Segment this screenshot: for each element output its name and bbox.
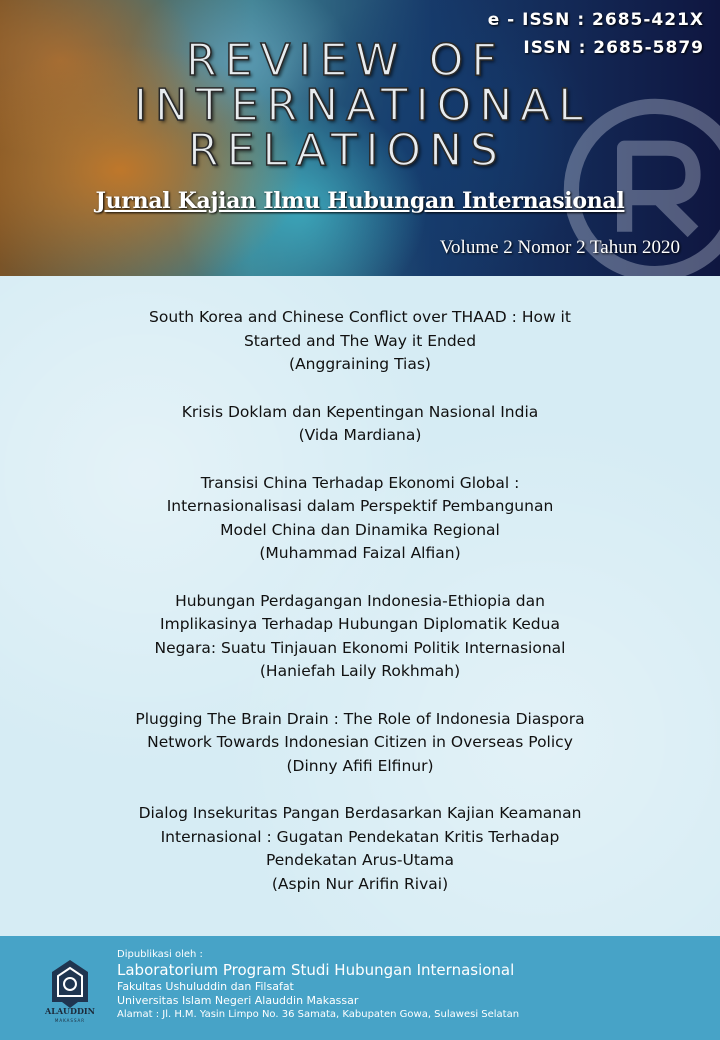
article-author: (Vida Mardiana): [298, 426, 422, 444]
publisher-lab: Laboratorium Program Studi Hubungan Internasional: [117, 961, 515, 979]
article-title-line: Started and The Way it Ended: [243, 331, 477, 350]
p-issn: ISSN : 2685-5879: [523, 38, 704, 58]
university-logo-subtext: MAKASSAR: [54, 1018, 86, 1023]
article-entry: [0, 472, 720, 566]
volume-info: Volume 2 Nomor 2 Tahun 2020: [439, 237, 680, 258]
article-title-line: Negara: Suatu Tinjauan Ekonomi Politik Internasional: [154, 638, 566, 657]
publisher-info: [117, 948, 519, 1022]
article-title-line: Transisi China Terhadap Ekonomi Global :: [200, 473, 520, 492]
article-title-line: South Korea and Chinese Conflict over THAAD : How it: [149, 308, 571, 326]
article-title-line: Dialog Insekuritas Pangan Berdasarkan Kajian Keamanan: [138, 804, 582, 822]
article-title-line: Plugging The Brain Drain : The Role of Indonesia Diaspora: [135, 709, 585, 728]
cover-banner: [0, 0, 720, 276]
article-title-line: Hubungan Perdagangan Indonesia-Ethiopia dan: [175, 591, 545, 610]
article-entry: [0, 306, 720, 377]
publisher-university: Universitas Islam Negeri Alauddin Makassar: [117, 994, 359, 1007]
table-of-contents: [0, 276, 720, 936]
article-author: (Muhammad Faizal Alfian): [259, 544, 461, 562]
article-author: (Dinny Afifi Elfinur): [286, 756, 434, 775]
journal-subtitle: Jurnal Kajian Ilmu Hubungan Internasional: [95, 188, 625, 214]
publisher-address: Alamat : Jl. H.M. Yasin Limpo No. 36 Samata, Kabupaten Gowa, Sulawesi Selatan: [117, 1009, 520, 1020]
article-list: [0, 306, 720, 920]
university-logo-text: ALAUDDIN: [45, 1006, 95, 1016]
article-author: (Aspin Nur Arifin Rivai): [271, 874, 449, 893]
published-by-label: Dipublikasi oleh :: [117, 949, 203, 960]
article-title-line: Pendekatan Arus-Utama: [265, 851, 455, 869]
article-entry: [0, 708, 720, 779]
publisher-footer: [0, 936, 720, 1040]
journal-title-line-3: RELATIONS: [188, 125, 506, 176]
article-title-line: Network Towards Indonesian Citizen in Overseas Policy: [147, 733, 573, 751]
article-entry: [0, 590, 720, 684]
journal-title-line-2: INTERNATIONAL: [134, 80, 591, 131]
article-author: (Haniefah Laily Rokhmah): [259, 662, 461, 680]
article-title-line: Krisis Doklam dan Kepentingan Nasional India: [181, 402, 539, 421]
article-entry: [0, 802, 720, 896]
article-title-line: Implikasinya Terhadap Hubungan Diplomatik Kedua: [160, 615, 560, 633]
article-author: (Anggraining Tias): [289, 355, 431, 373]
journal-title-line-1: REVIEW OF: [186, 35, 505, 86]
article-title-line: Model China dan Dinamika Regional: [220, 520, 500, 539]
article-title-line: Internasionalisasi dalam Perspektif Pembangunan: [166, 497, 554, 515]
article-title-line: Internasional : Gugatan Pendekatan Kritis Terhadap: [160, 827, 560, 846]
article-entry: [0, 401, 720, 448]
publisher-faculty: Fakultas Ushuluddin dan Filsafat: [117, 980, 294, 993]
e-issn: e - ISSN : 2685-421X: [487, 10, 704, 30]
